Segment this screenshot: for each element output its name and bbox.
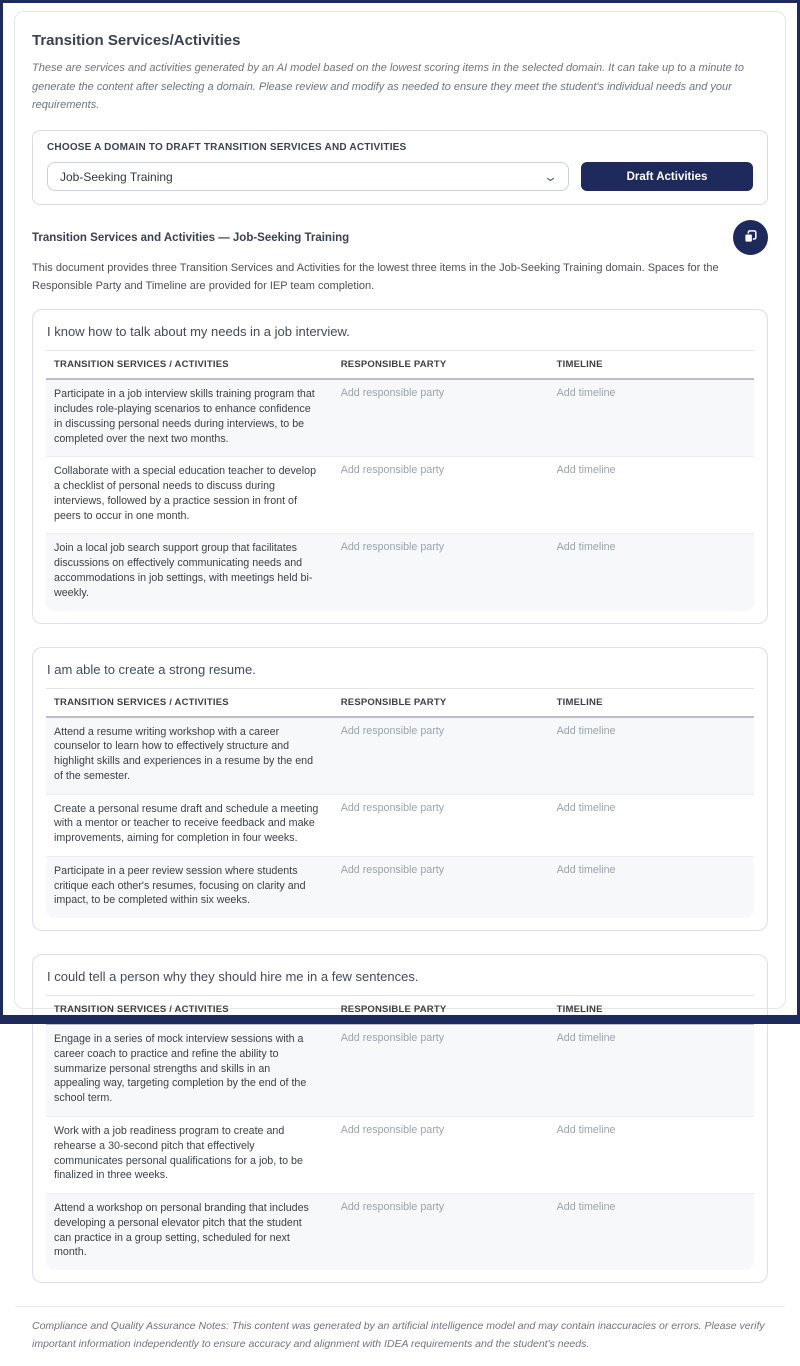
- activities-table: [46, 350, 754, 610]
- compliance-note: Compliance and Quality Assurance Notes: This content was generated by an artificial intelligence model and may contain inaccuracies or errors. Please verify important information independently to ensure accuracy and alignment with IDEA requirements and the student's needs.: [32, 1320, 765, 1350]
- responsible-party-cell[interactable]: Add responsible party: [340, 1032, 445, 1045]
- timeline-cell[interactable]: Add timeline: [556, 1201, 616, 1214]
- timeline-cell[interactable]: Add timeline: [556, 724, 616, 737]
- responsible-party-cell[interactable]: Add responsible party: [340, 541, 445, 554]
- table-header-row: [46, 350, 754, 380]
- page-description: These are services and activities generated by an AI model based on the lowest scoring items in the selected domain. It can take up to a minute to generate the content after selecting a domain. Please review and modify as needed to ensure they meet the student's individual needs and your requirements.: [32, 62, 744, 112]
- main-content: [15, 12, 785, 1306]
- goal-heading: I am able to create a strong resume.: [47, 661, 256, 677]
- responsible-party-cell[interactable]: Add responsible party: [340, 724, 445, 737]
- col-header-timeline: TIMELINE: [556, 696, 603, 708]
- chevron-down-icon: ⌄: [543, 169, 558, 185]
- responsible-party-cell[interactable]: Add responsible party: [340, 863, 445, 876]
- activity-text: Engage in a series of mock interview sessions with a career coach to practice and refine the ability to summarize personal strengths and skills in an appealing way, targeting completion by the end of the school term.: [54, 1033, 307, 1105]
- responsible-party-cell[interactable]: Add responsible party: [340, 1201, 445, 1214]
- activity-text: Join a local job search support group that facilitates discussions on effectively communicating needs and accommodations in job settings, with meetings held bi-weekly.: [54, 542, 313, 599]
- domain-select[interactable]: [47, 162, 569, 191]
- activities-table: [46, 688, 754, 919]
- draft-activities-button[interactable]: Draft Activities: [581, 162, 753, 191]
- timeline-cell[interactable]: Add timeline: [556, 387, 616, 400]
- activity-text: Work with a job readiness program to create and rehearse a 30-second pitch that effectively communicates personal qualifications for a job, to be finalized in three weeks.: [54, 1125, 303, 1182]
- copy-icon: [743, 229, 758, 247]
- content-card: [14, 11, 786, 1350]
- activity-row: [46, 795, 754, 857]
- activity-row: [46, 380, 754, 457]
- timeline-cell[interactable]: Add timeline: [556, 801, 616, 814]
- timeline-cell[interactable]: Add timeline: [556, 863, 616, 876]
- activity-text: Collaborate with a special education teacher to develop a checklist of personal needs to discuss during interviews, followed by a practice session in front of peers to occur in one month.: [54, 465, 317, 522]
- domain-picker-label: CHOOSE A DOMAIN TO DRAFT TRANSITION SERVICES AND ACTIVITIES: [47, 142, 407, 154]
- col-header-services: TRANSITION SERVICES / ACTIVITIES: [54, 359, 229, 371]
- responsible-party-cell[interactable]: Add responsible party: [340, 1124, 445, 1137]
- goal-heading: I could tell a person why they should hire me in a few sentences.: [47, 969, 419, 985]
- domain-picker-panel: [32, 130, 768, 205]
- activity-row: [46, 857, 754, 918]
- activity-row: [46, 534, 754, 610]
- col-header-responsible: RESPONSIBLE PARTY: [340, 696, 447, 708]
- col-header-timeline: TIMELINE: [556, 1004, 603, 1016]
- activity-row: [46, 457, 754, 534]
- activity-row: [46, 1194, 754, 1270]
- document-title: Transition Services and Activities — Job-Seeking Training: [32, 231, 350, 244]
- col-header-services: TRANSITION SERVICES / ACTIVITIES: [54, 696, 229, 708]
- responsible-party-cell[interactable]: Add responsible party: [340, 464, 445, 477]
- activity-text: Participate in a job interview skills training program that includes role-playing scenarios to enhance confidence in discussing personal needs during interviews, to be completed over the next two months.: [54, 388, 315, 445]
- activity-text: Attend a workshop on personal branding that includes developing a personal elevator pitch that the student can practice in a group setting, scheduled for next month.: [54, 1202, 309, 1259]
- col-header-responsible: RESPONSIBLE PARTY: [340, 1004, 447, 1016]
- goal-section-1: [32, 309, 768, 623]
- goal-section-3: [32, 954, 768, 1283]
- copy-document-button[interactable]: [733, 220, 768, 255]
- activity-text: Create a personal resume draft and schedule a meeting with a mentor or teacher to receive feedback and make improvements, aiming for completion in four weeks.: [54, 802, 319, 845]
- timeline-cell[interactable]: Add timeline: [556, 464, 616, 477]
- activity-row: [46, 718, 754, 795]
- goal-section-2: [32, 647, 768, 932]
- timeline-cell[interactable]: Add timeline: [556, 541, 616, 554]
- document-intro: This document provides three Transition Services and Activities for the lowest three items in the Job-Seeking Training domain. Spaces for the Responsible Party and Timeline are provided for IEP team completion.: [32, 262, 719, 293]
- responsible-party-cell[interactable]: Add responsible party: [340, 387, 445, 400]
- bottom-accent-bar: [3, 1015, 797, 1024]
- compliance-footer: [15, 1306, 785, 1366]
- activities-table: [46, 995, 754, 1270]
- col-header-responsible: RESPONSIBLE PARTY: [340, 359, 447, 371]
- goal-heading: I know how to talk about my needs in a job interview.: [47, 324, 350, 340]
- timeline-cell[interactable]: Add timeline: [556, 1124, 616, 1137]
- responsible-party-cell[interactable]: Add responsible party: [340, 801, 445, 814]
- col-header-timeline: TIMELINE: [556, 359, 603, 371]
- activity-text: Participate in a peer review session where students critique each other's resumes, focusing on clarity and impact, to be completed within six weeks.: [54, 864, 306, 907]
- col-header-services: TRANSITION SERVICES / ACTIVITIES: [54, 1004, 229, 1016]
- activity-row: [46, 1117, 754, 1194]
- activity-row: [46, 1025, 754, 1117]
- activity-text: Attend a resume writing workshop with a career counselor to learn how to effectively structure and highlight skills and experiences in a resume by the end of the semester.: [54, 725, 314, 782]
- table-header-row: [46, 688, 754, 718]
- domain-select-value: Job-Seeking Training: [60, 169, 173, 184]
- page-title: Transition Services/Activities: [32, 32, 241, 49]
- timeline-cell[interactable]: Add timeline: [556, 1032, 616, 1045]
